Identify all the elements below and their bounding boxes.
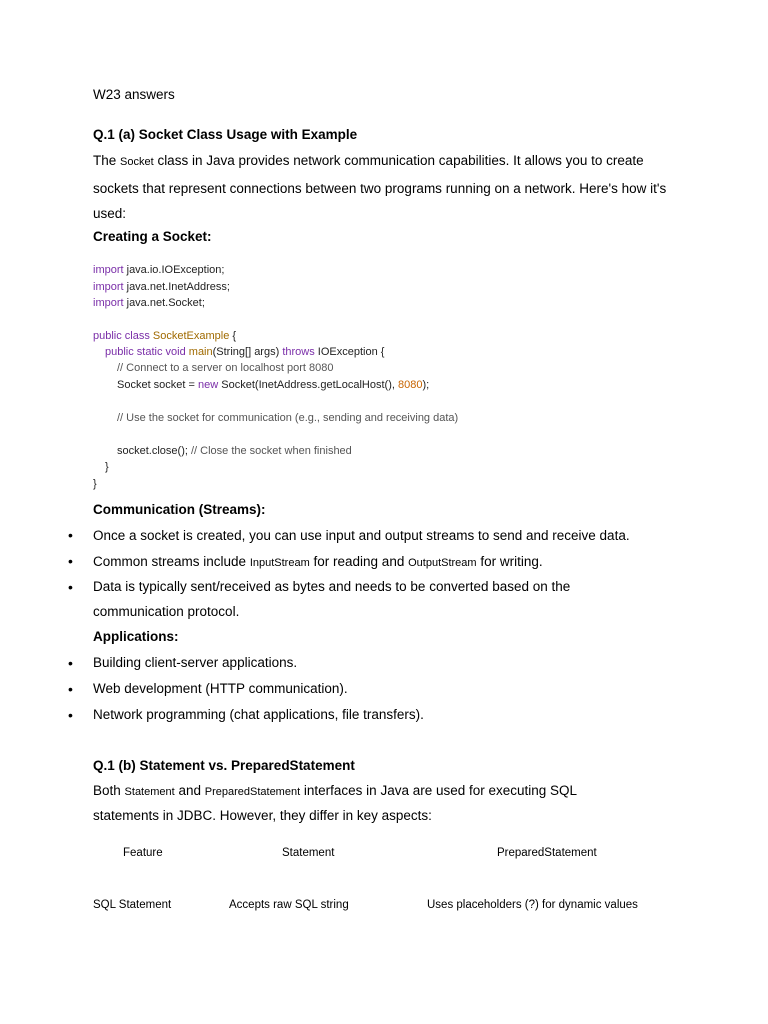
code-keyword: public class [93, 330, 150, 342]
q1a-heading: Q.1 (a) Socket Class Usage with Example [93, 127, 358, 142]
bullet-marker: • [68, 527, 73, 543]
table-header-statement: Statement [282, 847, 335, 859]
code-class-name: SocketExample [152, 330, 230, 342]
q1b-heading: Q.1 (b) Statement vs. PreparedStatement [93, 758, 355, 773]
streams-bullet-2-post: for writing. [480, 554, 543, 569]
table-cell-preparedstatement: Uses placeholders (?) for dynamic values [427, 899, 638, 911]
bullet-marker: • [68, 655, 73, 671]
table-cell-statement: Accepts raw SQL string [229, 899, 349, 911]
code-keyword: import [93, 297, 124, 309]
code-line-outer-close: } [93, 478, 97, 490]
streams-bullet-1: Once a socket is created, you can use input and output streams to send and receive data. [93, 528, 630, 543]
document-title: W23 answers [93, 87, 175, 102]
code-text: java.net.Socket; [126, 297, 205, 309]
bullet-marker: • [68, 681, 73, 697]
streams-bullet-2-code-input: InputStream [249, 557, 310, 569]
code-keyword: throws [282, 346, 315, 358]
q1a-intro-pre: The [93, 153, 117, 168]
code-line-import-3 [93, 297, 205, 309]
q1b-intro-mid: and [178, 783, 201, 798]
code-line-inner-close: } [105, 461, 109, 473]
streams-bullet-3-line-1: Data is typically sent/received as bytes and needs to be converted based on the [93, 579, 571, 594]
streams-bullet-3-line-2: communication protocol. [93, 604, 240, 619]
code-number: 8080 [397, 379, 423, 391]
code-keyword: import [93, 281, 124, 293]
code-line-main-decl [105, 346, 384, 358]
code-line-socket-decl [117, 379, 429, 391]
streams-bullet-2-pre: Common streams include [93, 554, 247, 569]
q1b-intro-line-2: statements in JDBC. However, they differ in key aspects: [93, 808, 432, 823]
code-comment-connect: // Connect to a server on localhost port 8080 [117, 362, 334, 374]
q1b-intro-pre: Both [93, 783, 121, 798]
code-line-class-decl [93, 330, 236, 342]
bullet-marker: • [68, 553, 73, 569]
code-text: socket.close(); [117, 445, 188, 457]
code-line-import-1 [93, 264, 224, 276]
q1b-intro-code-statement: Statement [124, 786, 175, 798]
applications-heading: Applications: [93, 629, 179, 644]
q1b-intro-line-1 [93, 783, 577, 798]
code-keyword: public static void [105, 346, 186, 358]
streams-bullet-2-code-output: OutputStream [408, 557, 477, 569]
code-text: (String[] args) [212, 346, 280, 358]
code-line-close [117, 445, 352, 457]
code-text: Socket socket = [117, 379, 195, 391]
streams-bullet-2 [93, 554, 543, 569]
code-keyword: import [93, 264, 124, 276]
q1b-intro-code-prepared: PreparedStatement [204, 786, 301, 798]
streams-bullet-2-mid: for reading and [313, 554, 405, 569]
table-cell-feature: SQL Statement [93, 899, 172, 911]
q1a-intro-code: Socket [120, 156, 154, 168]
applications-bullet-1: Building client-server applications. [93, 655, 298, 670]
code-line-import-2 [93, 281, 230, 293]
q1a-intro-post: class in Java provides network communication capabilities. It allows you to create sockets that represent connections between two programs running on a network. Here's how it's used: [93, 153, 667, 221]
q1a-intro-paragraph [93, 148, 683, 227]
code-text: java.net.InetAddress; [126, 281, 230, 293]
code-comment-use: // Use the socket for communication (e.g., sending and receiving data) [117, 412, 459, 424]
applications-bullet-2: Web development (HTTP communication). [93, 681, 348, 696]
code-text: { [232, 330, 237, 342]
code-text: java.io.IOException; [126, 264, 225, 276]
code-text: ); [422, 379, 430, 391]
table-header-feature: Feature [123, 847, 163, 859]
code-keyword: new [198, 379, 219, 391]
table-header-preparedstatement: PreparedStatement [497, 847, 597, 859]
code-text: Socket(InetAddress.getLocalHost(), [221, 379, 395, 391]
code-comment: // Close the socket when finished [190, 445, 352, 457]
q1b-intro-post: interfaces in Java are used for executing SQL [303, 783, 578, 798]
applications-bullet-3: Network programming (chat applications, file transfers). [93, 707, 424, 722]
code-text: IOException { [317, 346, 385, 358]
bullet-marker: • [68, 707, 73, 723]
bullet-marker: • [68, 579, 73, 595]
streams-heading: Communication (Streams): [93, 502, 266, 517]
code-method-name: main [188, 346, 213, 358]
creating-socket-heading: Creating a Socket: [93, 229, 212, 244]
